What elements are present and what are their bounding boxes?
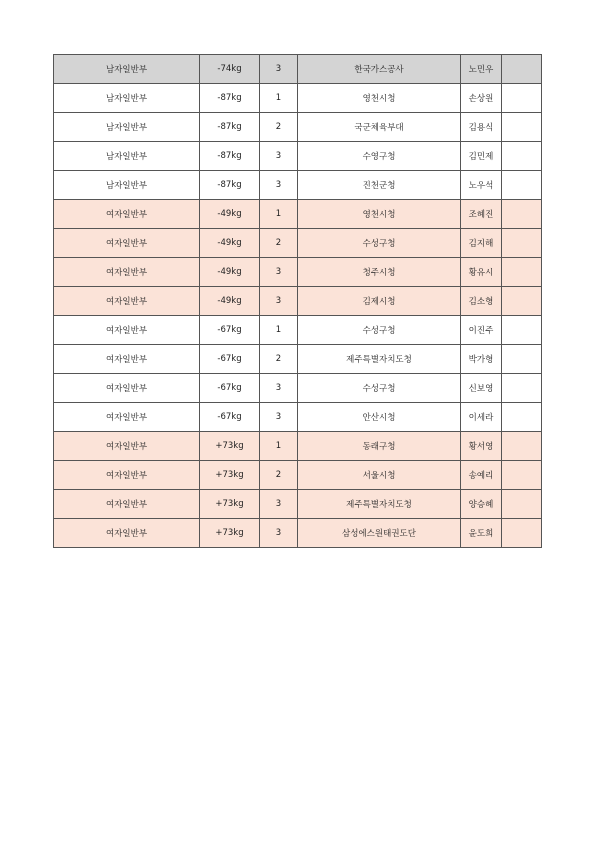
weight-class-cell: -67kg — [200, 345, 260, 374]
weight-class-cell: -49kg — [200, 229, 260, 258]
rank-cell: 3 — [260, 171, 298, 200]
athlete-name-cell: 신보영 — [461, 374, 502, 403]
weight-class-cell: +73kg — [200, 461, 260, 490]
division-cell: 여자일반부 — [54, 490, 200, 519]
weight-class-cell: -67kg — [200, 374, 260, 403]
rank-cell: 3 — [260, 519, 298, 548]
rank-cell: 3 — [260, 490, 298, 519]
table-row — [54, 171, 542, 200]
note-cell — [502, 258, 542, 287]
rank-cell: 3 — [260, 374, 298, 403]
athlete-name-cell: 노민우 — [461, 55, 502, 84]
athlete-name-cell: 김소형 — [461, 287, 502, 316]
rank-cell: 2 — [260, 229, 298, 258]
note-cell — [502, 84, 542, 113]
team-cell: 안산시청 — [298, 403, 461, 432]
rank-cell: 1 — [260, 200, 298, 229]
note-cell — [502, 490, 542, 519]
athlete-name-cell: 조혜진 — [461, 200, 502, 229]
table-row — [54, 113, 542, 142]
weight-class-cell: -49kg — [200, 200, 260, 229]
team-cell: 수성구청 — [298, 229, 461, 258]
note-cell — [502, 461, 542, 490]
note-cell — [502, 432, 542, 461]
team-cell: 영천시청 — [298, 200, 461, 229]
team-cell: 동래구청 — [298, 432, 461, 461]
rank-cell: 3 — [260, 287, 298, 316]
athlete-name-cell: 윤도희 — [461, 519, 502, 548]
division-cell: 여자일반부 — [54, 519, 200, 548]
athlete-name-cell: 김지해 — [461, 229, 502, 258]
division-cell: 여자일반부 — [54, 200, 200, 229]
note-cell — [502, 374, 542, 403]
division-cell: 남자일반부 — [54, 142, 200, 171]
note-cell — [502, 200, 542, 229]
weight-class-cell: -49kg — [200, 287, 260, 316]
weight-class-cell: +73kg — [200, 490, 260, 519]
table-row — [54, 461, 542, 490]
athlete-name-cell: 이진주 — [461, 316, 502, 345]
weight-class-cell: -87kg — [200, 142, 260, 171]
athlete-name-cell: 박가형 — [461, 345, 502, 374]
rank-cell: 2 — [260, 461, 298, 490]
division-cell: 남자일반부 — [54, 55, 200, 84]
table-row — [54, 229, 542, 258]
note-cell — [502, 403, 542, 432]
team-cell: 진천군청 — [298, 171, 461, 200]
rank-cell: 3 — [260, 55, 298, 84]
note-cell — [502, 345, 542, 374]
division-cell: 여자일반부 — [54, 345, 200, 374]
athlete-name-cell: 이세라 — [461, 403, 502, 432]
athlete-name-cell: 양승혜 — [461, 490, 502, 519]
note-cell — [502, 55, 542, 84]
athlete-name-cell: 김용식 — [461, 113, 502, 142]
weight-class-cell: -49kg — [200, 258, 260, 287]
note-cell — [502, 519, 542, 548]
table-row — [54, 316, 542, 345]
team-cell: 김제시청 — [298, 287, 461, 316]
table-row — [54, 258, 542, 287]
weight-class-cell: +73kg — [200, 519, 260, 548]
table-row — [54, 287, 542, 316]
division-cell: 여자일반부 — [54, 374, 200, 403]
division-cell: 여자일반부 — [54, 316, 200, 345]
division-cell: 여자일반부 — [54, 432, 200, 461]
table-row — [54, 142, 542, 171]
table-row — [54, 432, 542, 461]
team-cell: 삼성에스원태권도단 — [298, 519, 461, 548]
rank-cell: 3 — [260, 142, 298, 171]
division-cell: 여자일반부 — [54, 287, 200, 316]
team-cell: 국군체육부대 — [298, 113, 461, 142]
athlete-name-cell: 송예리 — [461, 461, 502, 490]
table-row — [54, 490, 542, 519]
weight-class-cell: -67kg — [200, 316, 260, 345]
note-cell — [502, 171, 542, 200]
division-cell: 여자일반부 — [54, 461, 200, 490]
rank-cell: 1 — [260, 84, 298, 113]
team-cell: 수성구청 — [298, 374, 461, 403]
division-cell: 여자일반부 — [54, 258, 200, 287]
note-cell — [502, 113, 542, 142]
results-table-body — [54, 55, 542, 548]
team-cell: 서울시청 — [298, 461, 461, 490]
rank-cell: 1 — [260, 316, 298, 345]
weight-class-cell: -87kg — [200, 171, 260, 200]
division-cell: 남자일반부 — [54, 84, 200, 113]
table-row — [54, 403, 542, 432]
rank-cell: 2 — [260, 113, 298, 142]
team-cell: 제주특별자치도청 — [298, 345, 461, 374]
rank-cell: 3 — [260, 258, 298, 287]
table-row — [54, 345, 542, 374]
athlete-name-cell: 황유시 — [461, 258, 502, 287]
weight-class-cell: -67kg — [200, 403, 260, 432]
weight-class-cell: +73kg — [200, 432, 260, 461]
rank-cell: 2 — [260, 345, 298, 374]
division-cell: 여자일반부 — [54, 403, 200, 432]
team-cell: 청주시청 — [298, 258, 461, 287]
athlete-name-cell: 김민제 — [461, 142, 502, 171]
team-cell: 영천시청 — [298, 84, 461, 113]
division-cell: 남자일반부 — [54, 113, 200, 142]
rank-cell: 3 — [260, 403, 298, 432]
division-cell: 여자일반부 — [54, 229, 200, 258]
note-cell — [502, 316, 542, 345]
athlete-name-cell: 노우석 — [461, 171, 502, 200]
rank-cell: 1 — [260, 432, 298, 461]
team-cell: 제주특별자치도청 — [298, 490, 461, 519]
team-cell: 한국가스공사 — [298, 55, 461, 84]
division-cell: 남자일반부 — [54, 171, 200, 200]
results-table — [53, 54, 542, 548]
weight-class-cell: -74kg — [200, 55, 260, 84]
table-row — [54, 374, 542, 403]
team-cell: 수영구청 — [298, 142, 461, 171]
athlete-name-cell: 황서영 — [461, 432, 502, 461]
note-cell — [502, 142, 542, 171]
table-row — [54, 84, 542, 113]
weight-class-cell: -87kg — [200, 84, 260, 113]
athlete-name-cell: 손상원 — [461, 84, 502, 113]
table-row — [54, 55, 542, 84]
table-row — [54, 519, 542, 548]
table-row — [54, 200, 542, 229]
weight-class-cell: -87kg — [200, 113, 260, 142]
note-cell — [502, 287, 542, 316]
note-cell — [502, 229, 542, 258]
team-cell: 수성구청 — [298, 316, 461, 345]
